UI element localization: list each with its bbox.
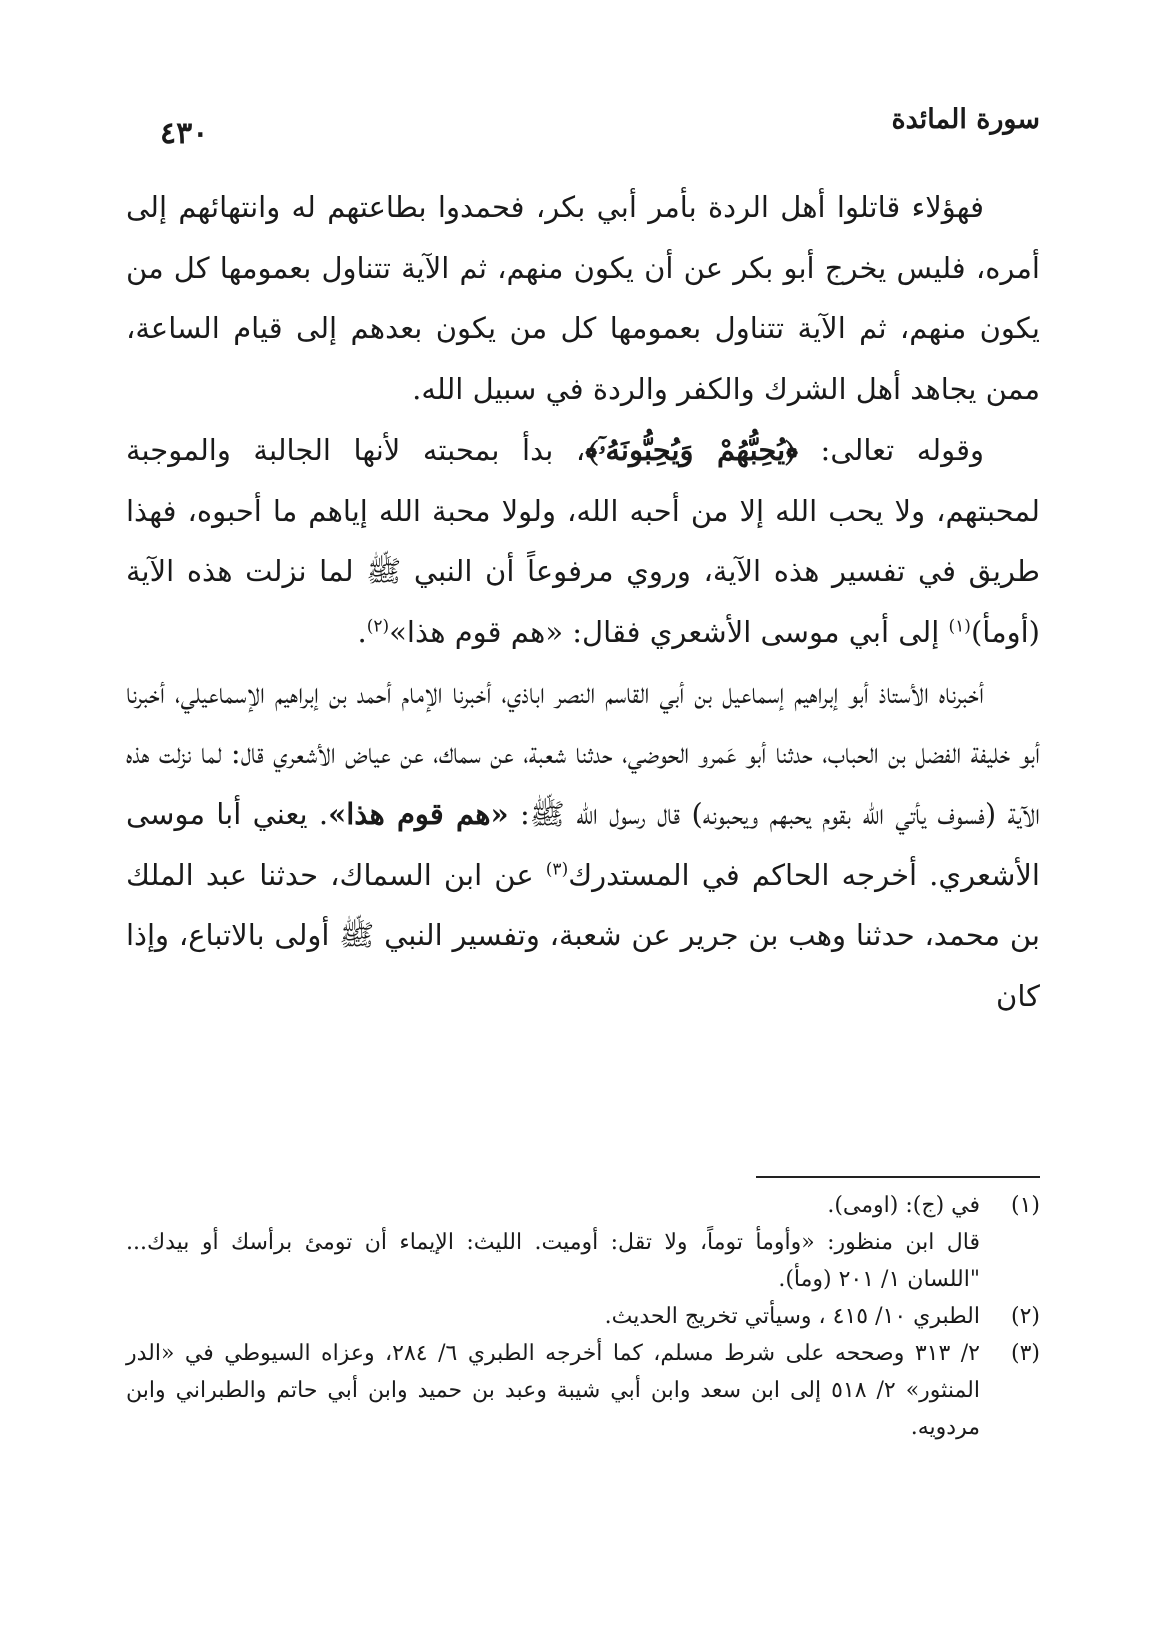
paragraph-2-text-a: وقوله تعالى: [820, 432, 984, 467]
footnote-ref-1: (١) [948, 616, 971, 637]
footnote-line: في (ج): (اومى). [827, 1193, 980, 1218]
footnote-number: (٢) [1010, 1304, 1040, 1329]
footnote-line: الطبري ١٠/ ٤١٥ ، وسيأتي تخريج الحديث. [604, 1304, 980, 1329]
footnote-ref-3: (٣) [545, 859, 569, 880]
paragraph-3-text-a: أخبرناه الأستاذ أبو إبراهيم إسماعيل بن أبي القاسم النصر اباذي، أخبرنا الإمام أحمد بن إبراهيم الإسماعيلي، أخبرنا أبو خليفة الفضل بن الحباب، حدثنا أبو عَمرو الحوضي، حدثنا شعبة، عن سماك، عن عياض الأشعري قال: لما نزلت هذه الآية (فسوف يأتي الله بقوم يحبهم ويحبونه) قال رسول الله ﷺ: [126, 675, 1040, 832]
paragraph-3 [126, 663, 1040, 1027]
main-text [126, 177, 1040, 1027]
footnote-ref-2: (٢) [366, 616, 390, 637]
paragraph-2-text-c: إلى أبي موسى الأشعري فقال: «هم قوم هذا» [389, 614, 949, 649]
footnote-line: قال ابن منظور: «وأومأ توماً، ولا تقل: أوميت. الليث: الإيماء أن تومئ برأسك أو بيدك... "اللسان ١/ ٢٠١ (ومأ). [126, 1230, 980, 1292]
footnote-line: ٢/ ٣١٣ وصححه على شرط مسلم، كما أخرجه الطبري ٦/ ٢٨٤، وعزاه السيوطي في «الدر المنثور» ٢/ ٥١٨ إلى ابن سعد وابن أبي شيبة وعبد بن حميد وابن أبي حاتم والطبراني وابن مردويه. [126, 1341, 980, 1440]
footnotes [126, 1187, 1040, 1446]
paragraph-2-end: . [357, 614, 367, 649]
footnote-number: (٣) [1010, 1341, 1040, 1366]
paragraph-3-text-c: عن ابن السماك، حدثنا عبد الملك بن محمد، حدثنا وهب بن جرير عن شعبة، وتفسير النبي ﷺ أولى بالاتباع، وإذا كان [126, 857, 1040, 1014]
page-number: ٤٣٠ [160, 116, 209, 151]
footnote-number: (١) [1010, 1193, 1040, 1218]
footnote-1 [126, 1187, 1040, 1298]
hadith-quote: «هم قوم هذا» [328, 797, 509, 832]
footnote-3 [126, 1335, 1040, 1446]
paragraph-2-text-b: ، بدأ بمحبته لأنها الجالبة والموجبة لمحبتهم، ولا يحب الله إلا من أحبه الله، ولولا محبة الله إياهم ما أحبوه، فهذا طريق في تفسير هذه الآية، وروي مرفوعاً أن النبي ﷺ لما نزلت هذه الآية (أومأ) [126, 432, 1040, 649]
paragraph-1-text: فهؤلاء قاتلوا أهل الردة بأمر أبي بكر، فحمدوا بطاعتهم له وانتهائهم إلى أمره، فليس يخرج أبو بكر عن أن يكون منهم، ثم الآية تتناول بعمومها كل من يكون منهم، ثم الآية تتناول بعمومها كل من يكون بعدهم إلى قيام الساعة، ممن يجاهد أهل الشرك والكفر والردة في سبيل الله. [126, 190, 1040, 407]
surah-title: سورة المائدة [891, 104, 1040, 135]
footnote-divider [756, 1176, 1040, 1178]
footnote-2 [126, 1298, 1040, 1335]
quran-verse: ﴿يُحِبُّهُمْ وَيُحِبُّونَهُۥٓ﴾ [585, 432, 798, 467]
paragraph-2 [126, 420, 1040, 663]
paragraph-3-text-b: . يعني أبا موسى الأشعري. أخرجه الحاكم في المستدرك [126, 797, 1040, 892]
paragraph-1 [126, 177, 1040, 420]
running-header [160, 104, 1040, 154]
